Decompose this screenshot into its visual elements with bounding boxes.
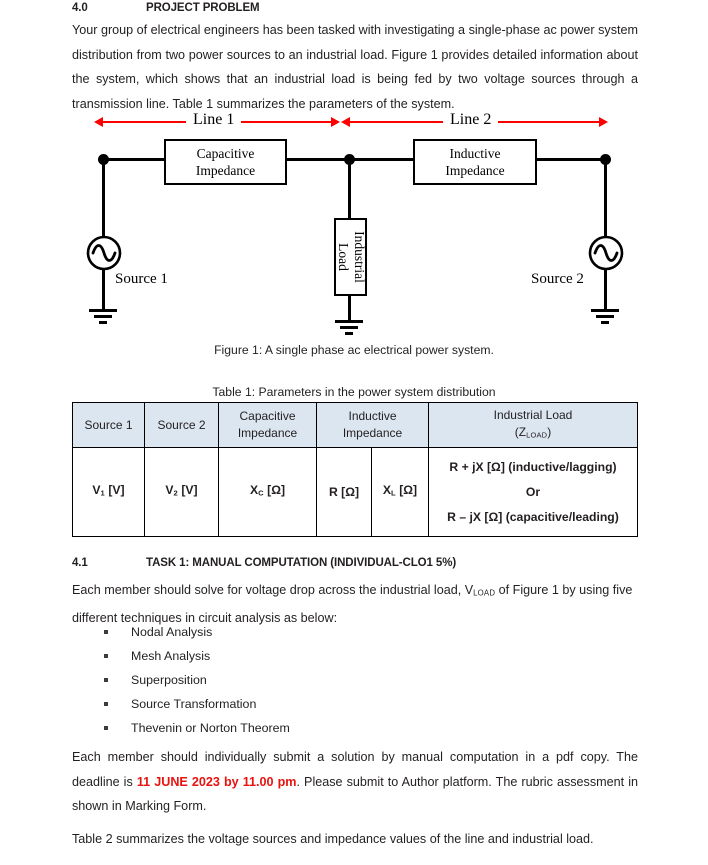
cell-load-line2: Or bbox=[525, 484, 541, 499]
cell-xl bbox=[372, 448, 429, 537]
cell-r: R [Ω] bbox=[317, 448, 372, 537]
task-1-vload-subscript: LOAD bbox=[473, 588, 496, 598]
section-heading-4-1 bbox=[72, 557, 456, 569]
header-inductive-line2: Impedance bbox=[342, 426, 403, 440]
table-2-intro-paragraph: Table 2 summarizes the voltage sources and impedance values of the line and industrial load. bbox=[72, 832, 594, 846]
figure-1-caption: Figure 1: A single phase ac electrical power system. bbox=[214, 343, 494, 357]
submission-deadline-paragraph bbox=[72, 745, 638, 819]
circuit-diagram-figure-1 bbox=[0, 108, 708, 340]
cell-xc bbox=[219, 448, 317, 537]
cell-xc-unit: [Ω] bbox=[263, 483, 286, 498]
header-capacitive-line2: Impedance bbox=[237, 426, 298, 440]
list-item bbox=[104, 620, 624, 644]
wire-src1-to-cap bbox=[102, 158, 166, 161]
cell-xl-unit: [Ω] bbox=[395, 483, 418, 498]
section-title-4-0: PROJECT PROBLEM bbox=[146, 2, 260, 14]
square-bullet-icon bbox=[104, 678, 108, 682]
wire-node-to-ind bbox=[352, 158, 414, 161]
ground-load-bar1 bbox=[335, 320, 363, 323]
ground-load-bar3 bbox=[345, 332, 353, 335]
capacitive-impedance-label-line1: Capacitive bbox=[196, 146, 255, 161]
cell-load-line3: R – jX [Ω] (capacitive/leading) bbox=[447, 509, 619, 524]
wire-src2-bottom bbox=[604, 270, 607, 310]
square-bullet-icon bbox=[104, 702, 108, 706]
source-2-label: Source 2 bbox=[531, 271, 584, 287]
ground-src1-bar1 bbox=[89, 309, 117, 312]
line2-arrow-left-head bbox=[341, 117, 350, 127]
z-load-open: (Z bbox=[514, 424, 527, 439]
header-inductive-impedance bbox=[317, 403, 429, 448]
source-1-label: Source 1 bbox=[115, 271, 168, 287]
cell-v2-unit: [V] bbox=[177, 483, 198, 498]
line1-arrow-right-head bbox=[331, 117, 340, 127]
wire-load-to-ground bbox=[348, 295, 351, 321]
ac-source-2-icon bbox=[588, 235, 624, 271]
cell-v1-subscript: 1 bbox=[100, 488, 105, 498]
cell-xc-symbol: X bbox=[249, 483, 259, 498]
header-industrial-load bbox=[429, 403, 638, 448]
deadline-text-post: . Please submit to Author platform. The rubric assessment in shown in Marking Form. bbox=[72, 774, 638, 813]
list-item-label: Mesh Analysis bbox=[131, 649, 211, 663]
ground-src2-bar3 bbox=[601, 321, 609, 324]
line1-arrow-left-head bbox=[94, 117, 103, 127]
z-load-subscript: LOAD bbox=[526, 430, 548, 440]
inductive-impedance-label-line2: Impedance bbox=[445, 163, 505, 178]
intro-paragraph: Your group of electrical engineers has been tasked with investigating a single-phase ac power system distribution from two power sources to an industrial load. Figure 1 provides detailed information about the system, which shows that an industrial load is being fed by two voltage sources through a transmission line. Table 1 summarizes the parameters of the system. bbox=[72, 23, 638, 111]
line2-arrow-right-head bbox=[599, 117, 608, 127]
deadline-text-pre: Each member should individually submit a solution by manual computation in a pdf copy. The deadline is bbox=[72, 750, 638, 789]
cell-industrial-load bbox=[429, 448, 638, 537]
square-bullet-icon bbox=[104, 630, 108, 634]
cell-v2-subscript: 2 bbox=[173, 488, 178, 498]
parameters-table bbox=[72, 402, 638, 537]
analysis-techniques-list bbox=[104, 620, 624, 740]
industrial-load-label-line1: Industrial bbox=[351, 231, 367, 283]
section-heading-4-0 bbox=[72, 2, 260, 14]
cell-xl-subscript: L bbox=[391, 488, 396, 498]
table-1-caption: Table 1: Parameters in the power system distribution bbox=[212, 385, 496, 399]
capacitive-impedance-box bbox=[164, 139, 287, 185]
header-source-2: Source 2 bbox=[145, 403, 219, 448]
list-item-label: Thevenin or Norton Theorem bbox=[131, 721, 290, 735]
industrial-load-box bbox=[334, 218, 367, 296]
inductive-impedance-label-line1: Inductive bbox=[449, 146, 501, 161]
wire-node-to-load bbox=[348, 159, 351, 220]
list-item-label: Superposition bbox=[131, 673, 207, 687]
header-source-1: Source 1 bbox=[73, 403, 145, 448]
header-industrial-load-symbol bbox=[515, 425, 551, 439]
cell-xc-subscript: C bbox=[258, 488, 264, 498]
task-1-intro-post: of Figure 1 by using five different techniques in circuit analysis as below: bbox=[72, 583, 633, 626]
deadline-date-highlight: 11 JUNE 2023 by 11.00 pm bbox=[136, 774, 297, 789]
inductive-impedance-box bbox=[413, 139, 537, 185]
industrial-load-label bbox=[335, 231, 367, 283]
ground-src2-bar2 bbox=[596, 315, 614, 318]
cell-xl-symbol: X bbox=[382, 483, 392, 498]
table-data-row bbox=[73, 448, 638, 537]
ground-src2-bar1 bbox=[591, 309, 619, 312]
cell-v1-symbol: V bbox=[92, 483, 101, 498]
capacitive-impedance-label-line2: Impedance bbox=[195, 163, 256, 178]
line1-label: Line 1 bbox=[186, 111, 241, 129]
table-header-row bbox=[73, 403, 638, 448]
cell-v1 bbox=[73, 448, 145, 537]
cell-v2-symbol: V bbox=[165, 483, 174, 498]
wire-src1-bottom bbox=[102, 270, 105, 310]
list-item-label: Source Transformation bbox=[131, 697, 257, 711]
list-item bbox=[104, 644, 624, 668]
section-number-4-0: 4.0 bbox=[72, 2, 88, 14]
section-title-4-1: TASK 1: MANUAL COMPUTATION (INDIVIDUAL-CLO1 5%) bbox=[146, 557, 457, 569]
ground-src1-bar3 bbox=[99, 321, 107, 324]
ground-src1-bar2 bbox=[94, 315, 112, 318]
square-bullet-icon bbox=[104, 726, 108, 730]
ac-source-1-icon bbox=[86, 235, 122, 271]
ground-load-bar2 bbox=[340, 326, 358, 329]
list-item-label: Nodal Analysis bbox=[131, 625, 213, 639]
list-item bbox=[104, 716, 624, 740]
wire-src2-top bbox=[604, 159, 607, 237]
cell-v2 bbox=[145, 448, 219, 537]
wire-src1-top bbox=[102, 159, 105, 237]
cell-load-line1: R + jX [Ω] (inductive/lagging) bbox=[449, 459, 617, 474]
list-item bbox=[104, 692, 624, 716]
square-bullet-icon bbox=[104, 654, 108, 658]
header-inductive-line1: Inductive bbox=[348, 409, 397, 423]
header-capacitive-line1: Capacitive bbox=[239, 409, 296, 423]
header-industrial-load-line1: Industrial Load bbox=[493, 407, 573, 422]
wire-ind-to-src2 bbox=[536, 158, 608, 161]
header-capacitive-impedance bbox=[219, 403, 317, 448]
section-number-4-1: 4.1 bbox=[72, 557, 88, 569]
z-load-close: ) bbox=[547, 424, 552, 439]
industrial-load-label-line2: Load bbox=[335, 243, 351, 271]
line2-label: Line 2 bbox=[443, 111, 498, 129]
task-1-intro-pre: Each member should solve for voltage drop across the industrial load, V bbox=[72, 583, 474, 597]
list-item bbox=[104, 668, 624, 692]
cell-v1-unit: [V] bbox=[104, 483, 125, 498]
